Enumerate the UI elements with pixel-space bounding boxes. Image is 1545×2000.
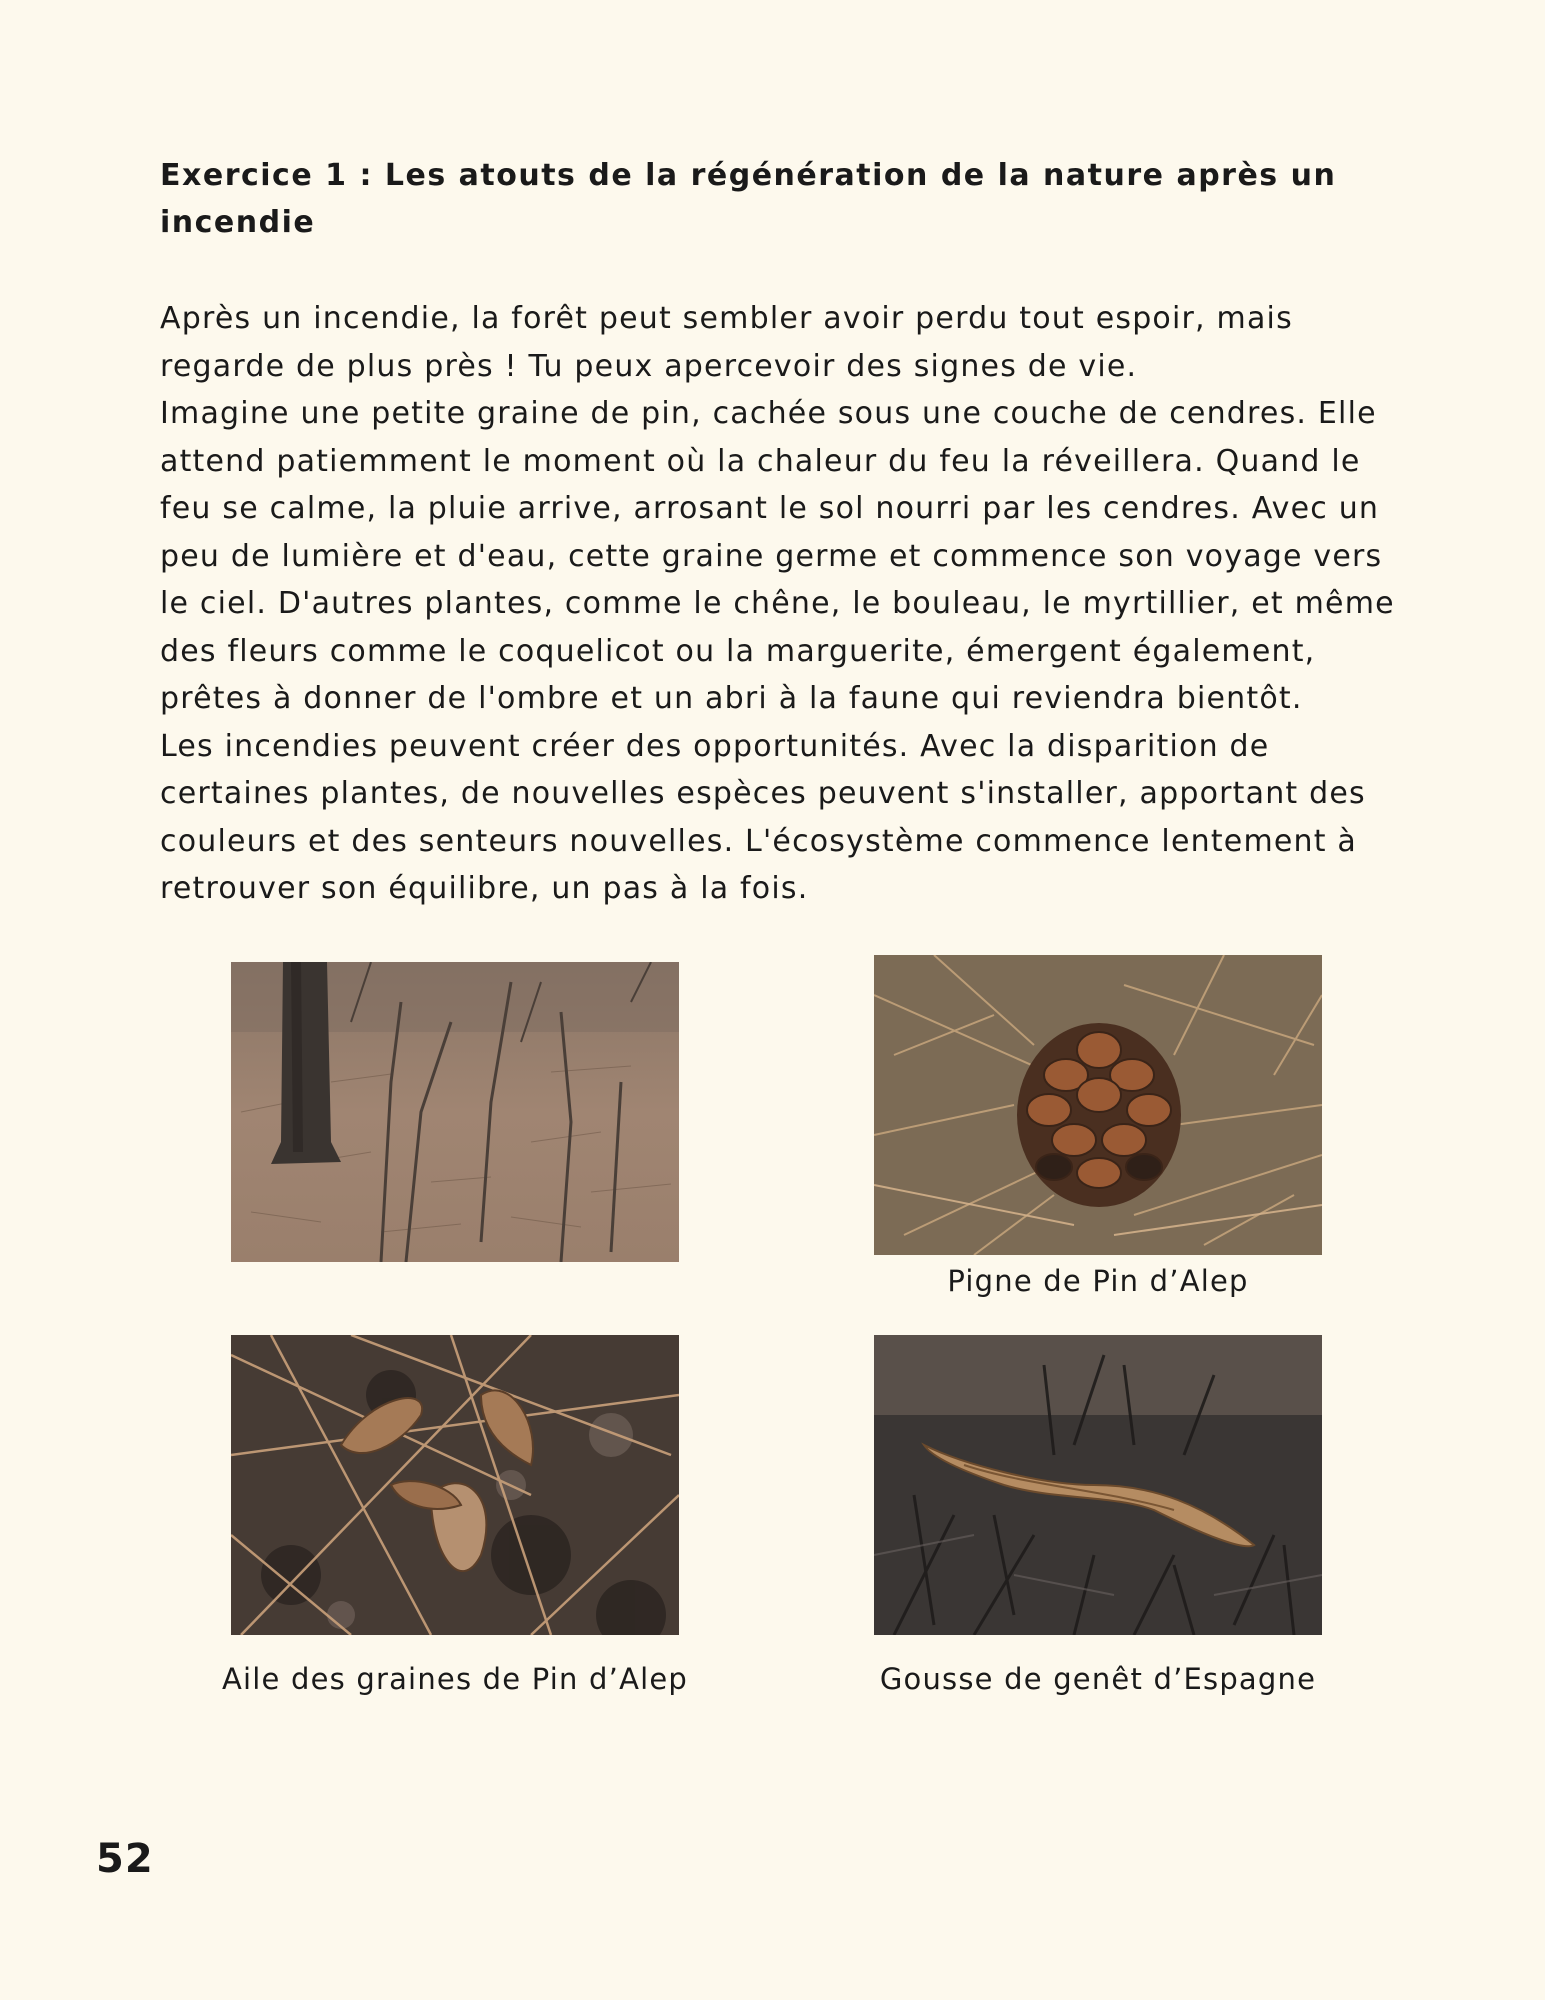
pine-seed-wings-caption: Aile des graines de Pin d’Alep (221, 1662, 689, 1696)
broom-pod-caption: Gousse de genêt d’Espagne (879, 1662, 1317, 1696)
paragraph-seed: Imagine une petite graine de pin, cachée sous une couche de cendres. Elle attend patiemment le moment où la chaleur du feu la réveillera. Quand le feu se calme, la pluie arrive, arrosant le sol nourri par les cendres. Avec un peu de lumière et d'eau, cette graine germe et commence son voyage vers le ciel. D'autres plantes, comme le chêne, le bouleau, le myrtillier, et même des fleurs comme le coquelicot ou la marguerite, émergent également, prêtes à donner de l'ombre et un abri à la faune qui reviendra bientôt. (160, 396, 1395, 716)
exercise-title: Exercice 1 : Les atouts de la régénération de la nature après un incendie (160, 158, 1337, 240)
paragraph-opportunities: Les incendies peuvent créer des opportunités. Avec la disparition de certaines plantes, de nouvelles espèces peuvent s'installer, apportant des couleurs et des senteurs nouvelles. L'écosystème commence lentement à retrouver son équilibre, un pas à la fois. (160, 728, 1366, 906)
paragraph-intro: Après un incendie, la forêt peut sembler avoir perdu tout espoir, mais regarde de plus près ! Tu peux apercevoir des signes de vie. (160, 301, 1293, 384)
broom-pod-photo (874, 1335, 1322, 1635)
pine-cone-caption: Pigne de Pin d’Alep (947, 1264, 1249, 1298)
pine-cone-photo (874, 955, 1322, 1255)
pine-seed-wings-photo (231, 1335, 679, 1635)
page-number: 52 (96, 1836, 154, 1882)
body-text (160, 295, 1410, 913)
burned-forest-photo (231, 962, 679, 1262)
